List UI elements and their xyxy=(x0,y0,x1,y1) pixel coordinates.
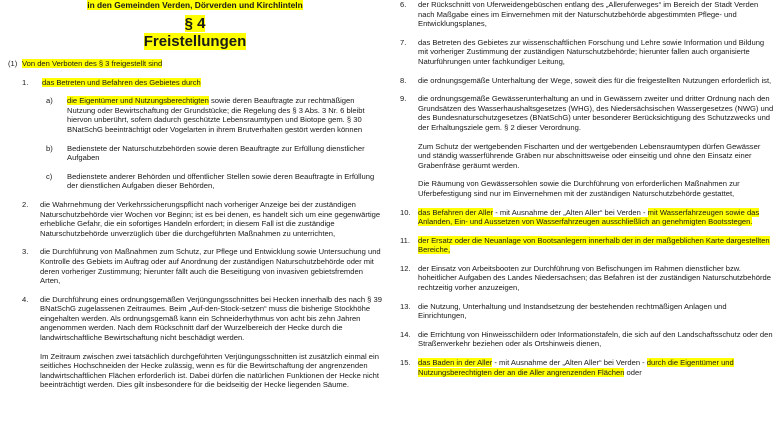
list-item-11 xyxy=(398,236,774,255)
item-label: 15. xyxy=(400,358,411,368)
item-label: 7. xyxy=(400,37,407,47)
item-text: die Durchführung eines ordnungsgemäßen Verjüngungsschnittes bei Hecken innerhalb des nach § 39 BNatSchG zugelassenen Zeitraumes. Beim „Auf-den-Stock-setzen“ muss die bisherige Stockhöhe eingehalten werden. Als ordnungsgemäß kann ein Schneiderhythmus von acht bis zehn Jahren angenommen werden. Nach dem Rückschnitt darf der Wurzelbereich der Hecke durch die landwirtschaftliche Bewirtschaftung nicht beschädigt werden. xyxy=(40,294,382,343)
item-text: oder xyxy=(624,367,642,377)
item-text: das Betreten und Befahren des Gebietes durch xyxy=(42,77,201,87)
sub-label: a) xyxy=(46,96,53,106)
list-item-12 xyxy=(398,264,774,293)
section-number: § 4 xyxy=(184,15,206,32)
item-label: 9. xyxy=(400,94,407,104)
right-column xyxy=(398,0,774,377)
item-label: 12. xyxy=(400,263,411,273)
item-text: die Wahrnehmung der Verkehrssicherungspflicht nach vorheriger Anzeige bei der zuständigen Naturschutzbehörde vier Wochen vor Beginn; ist es bei denen, es handelt sich um eine gegenwärtige erhebliche Gefahr, die ein sofortiges Handeln erfordert; in diesem Fall ist die zuständige Naturschutzbehörde unverzüglich über die durchgeführten Maßnahmen zu unterrichten, xyxy=(40,199,381,238)
list-item-15 xyxy=(398,358,774,377)
sub-item-a xyxy=(6,96,384,134)
item-text: der Rückschnitt von Uferweidengebüschen entlang des „Alleruferweges“ im Bereich der Stadt Verden nach Maßgabe eines im Einvernehmen mit der Naturschutzbehörde abgestimmten Pflege- und Entwicklungsplanes, xyxy=(418,0,759,29)
list-item-10 xyxy=(398,208,774,227)
item-continuation: Im Zeitraum zwischen zwei tatsächlich durchgeführten Verjüngungsschnitten ist zusätzlich einmal ein seitliches Hochschneiden der Hecke zulässig, wenn es für die Bewirtschaftung der angrenzenden landwirtschaftlichen Flächen erforderlich ist. Dabei dürfen die natürlichen Funktionen der Hecke nicht beeinträchtigt werden. Dies gilt insbesondere für die beidseitig der Hecke liegenden Säume. xyxy=(40,351,379,390)
top-heading: in den Gemeinden Verden, Dörverden und Kirchlinteln xyxy=(87,0,303,10)
paragraph-label: (1) xyxy=(8,59,18,68)
item-text: die ordnungsgemäße Unterhaltung der Wege, soweit dies für die freigestellten Nutzungen erforderlich ist, xyxy=(418,75,772,85)
sub-item-b xyxy=(6,144,384,163)
item-text: der Einsatz von Arbeitsbooten zur Durchführung von Befischungen im Rahmen dienstlicher bzw. hoheitlicher Aufgaben des Landes Niedersachsen; das Befahren ist der zuständigen Naturschutzbehörde rechtzeitig vorher anzuzeigen, xyxy=(418,263,771,293)
list-item-13 xyxy=(398,302,774,321)
item-text: das Betreten des Gebietes zur wissenschaftlichen Forschung und Lehre sowie Information und Bildung mit vorheriger Zustimmung der zuständigen Naturschutzbehörde; hierunter fallen auch organisierte Naturführungen unter fachkundiger Leitung, xyxy=(418,37,765,66)
sub-text: sowie deren Beauftragte zur rechtmäßigen Nutzung oder Bewirtschaftung der Grundstücke; die Regelung des § 3 Abs. 3 Nr. 6 bleibt hiervon unberührt, sofern dadurch geschützte Lebensraumtypen und Biotope gem. § 30 BNatSchG beeinträchtigt oder Vogelarten in ihrem Brutverhalten gestört werden können xyxy=(67,96,365,134)
item-continuation: Zum Schutz der wertgebenden Fischarten und der wertgebenden Lebensraumtypen dürfen Gewässer und ständig wasserführende Gräben nur abschnittsweise oder einseitig und ohne den Einsatz einer Grabenfräse geräumt werden. xyxy=(418,141,761,170)
item-label: 11. xyxy=(400,235,410,245)
section-title: Freistellungen xyxy=(143,33,247,50)
item-highlight: durch die Eigentümer und Nutzungsberechtigten der an die Aller angrenzenden Flächen xyxy=(418,358,734,377)
list-item-4 xyxy=(6,295,384,343)
list-item-14 xyxy=(398,330,774,349)
sub-text: Bedienstete anderer Behörden und öffentlicher Stellen sowie deren Beauftragte in Erfüllung der dienstlichen Aufgaben dieser Behörden, xyxy=(67,171,375,191)
item-label: 13. xyxy=(400,301,411,311)
list-item-3 xyxy=(6,247,384,285)
list-item-7 xyxy=(398,38,774,67)
item-label: 1. xyxy=(22,77,29,87)
item-label: 8. xyxy=(400,75,407,85)
item-highlight: das Befahren der Aller xyxy=(418,207,494,217)
item-label: 14. xyxy=(400,329,411,339)
list-item-9 xyxy=(398,94,774,132)
item-text: die Errichtung von Hinweisschildern oder Informationstafeln, die sich auf den Landschaftsschutz oder den Straßenverkehr beziehen oder als Ortshinweis dienen, xyxy=(418,329,773,349)
item-label: 4. xyxy=(22,294,29,304)
item-text: die ordnungsgemäße Gewässerunterhaltung an und in Gewässern zweiter und dritter Ordnung nach den Grundsätzen des Wasserhaushaltsgesetzes (WHG), des Niedersächsischen Wassergesetzes (NWG) und des Bundesnaturschutzgesetzes (BNatSchG) unter besonderer Berücksichtigung des Schutzzwecks und der Erhaltungsziele gem. § 2 dieser Verordnung. xyxy=(418,94,774,132)
item-highlight: der Ersatz oder die Neuanlage von Bootsanlegern innerhalb der in der maßgeblichen Karte dargestellten Bereiche, xyxy=(418,235,770,255)
item-text: - mit Ausnahme der „Alten Aller“ bei Verden - xyxy=(492,358,647,368)
list-item-8 xyxy=(398,76,774,86)
sub-label: b) xyxy=(46,143,53,153)
item-label: 10. xyxy=(400,207,411,217)
item-highlight: das Baden in der Aller xyxy=(418,358,493,368)
item-text: - mit Ausnahme der „Alten Aller“ bei Verden - xyxy=(493,207,648,217)
item-highlight: mit Wasserfahrzeugen sowie das Anlanden, Ein- und Aussetzen von Wasserfahrzeugen ausschließlich an genehmigten Bootsstegen. xyxy=(418,207,760,227)
item-label: 6. xyxy=(400,0,407,9)
list-item-2 xyxy=(6,200,384,238)
item-text: die Nutzung, Unterhaltung und Instandsetzung der bestehenden rechtmäßigen Anlagen und Einrichtungen, xyxy=(418,301,727,321)
left-column xyxy=(6,0,384,390)
paragraph-text: Von den Verboten des § 3 freigestellt sind xyxy=(22,59,163,68)
item-text: die Durchführung von Maßnahmen zum Schutz, zur Pflege und Entwicklung sowie Untersuchung und Kontrolle des Gebiets im Auftrag oder auf Anordnung der zuständigen Naturschutzbehörde oder mit deren vorheriger Zustimmung; hierunter fällt auch die Beseitigung von invasiven gebietsfremden Arten, xyxy=(40,247,381,286)
item-label: 3. xyxy=(22,247,29,257)
list-item-6 xyxy=(398,0,774,29)
list-item-1 xyxy=(6,78,384,88)
paragraph-1 xyxy=(6,59,384,69)
sub-label: c) xyxy=(46,171,53,181)
item-label: 2. xyxy=(22,199,29,209)
sub-text: Bedienstete der Naturschutzbehörden sowie deren Beauftragte zur Erfüllung dienstlicher Aufgaben xyxy=(67,143,365,163)
sub-item-c xyxy=(6,172,384,191)
item-continuation: Die Räumung von Gewässersohlen sowie die Durchführung von erforderlichen Maßnahmen zur Uferbefestigung sind nur im Einvernehmen mit der zuständigen Naturschutzbehörde gestattet, xyxy=(418,179,740,198)
sub-highlight: die Eigentümer und Nutzungsberechtigten xyxy=(67,96,209,106)
